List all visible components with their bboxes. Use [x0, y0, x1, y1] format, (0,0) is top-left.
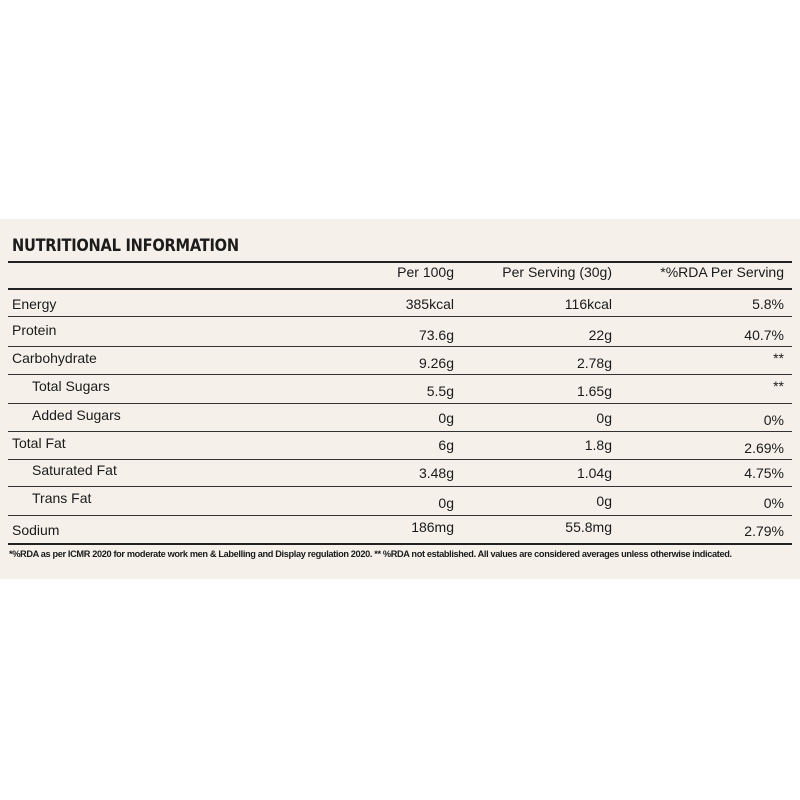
row-label: Total Fat	[12, 435, 66, 451]
row-label: Trans Fat	[32, 490, 92, 506]
row-rda: 40.7%	[744, 327, 784, 343]
row-divider	[8, 486, 792, 487]
row-per-100g: 186mg	[411, 519, 454, 535]
row-label: Sodium	[12, 522, 60, 538]
row-divider	[8, 346, 792, 347]
header-per-serving: Per Serving (30g)	[502, 264, 612, 280]
row-label: Carbohydrate	[12, 350, 97, 366]
row-label: Energy	[12, 296, 57, 312]
header-divider	[8, 288, 792, 290]
row-per-serving: 0g	[596, 410, 612, 426]
row-divider	[8, 403, 792, 404]
row-label: Added Sugars	[32, 407, 121, 423]
row-per-100g: 5.5g	[426, 383, 454, 399]
row-label: Protein	[12, 322, 57, 338]
row-rda: 5.8%	[752, 296, 784, 312]
row-per-100g: 73.6g	[418, 327, 454, 343]
row-per-100g: 0g	[438, 410, 454, 426]
row-rda: **	[773, 378, 784, 394]
row-per-100g: 0g	[438, 495, 454, 511]
row-per-100g: 9.26g	[418, 355, 454, 371]
header-per-100g: Per 100g	[397, 264, 454, 280]
row-rda: 0%	[763, 495, 784, 511]
row-per-serving: 1.65g	[576, 383, 612, 399]
row-rda: 2.69%	[744, 440, 784, 456]
row-per-serving: 1.04g	[576, 465, 612, 481]
row-per-serving: 1.8g	[584, 437, 612, 453]
row-divider	[8, 316, 792, 317]
row-per-100g: 6g	[438, 437, 454, 453]
row-per-serving: 55.8mg	[565, 519, 612, 535]
nutrition-panel	[0, 219, 800, 579]
header-rda: *%RDA Per Serving	[660, 264, 784, 280]
row-rda: **	[773, 350, 784, 366]
row-per-serving: 22g	[588, 327, 612, 343]
row-label: Total Sugars	[32, 378, 110, 394]
row-divider	[8, 515, 792, 516]
row-label: Saturated Fat	[32, 462, 117, 478]
row-rda: 4.75%	[744, 465, 784, 481]
page-title: NUTRITIONAL INFORMATION	[12, 236, 239, 256]
footnote: *%RDA as per ICMR 2020 for moderate work men & Labelling and Display regulation 2020. ** %RDA not established. All values are considered averages unless otherwise indicated.	[9, 549, 732, 559]
row-per-100g: 3.48g	[418, 465, 454, 481]
row-divider	[8, 459, 792, 460]
row-divider	[8, 374, 792, 375]
title-divider	[8, 261, 792, 263]
row-per-serving: 0g	[596, 493, 612, 509]
row-per-serving: 2.78g	[576, 355, 612, 371]
row-rda: 0%	[763, 412, 784, 428]
row-per-100g: 385kcal	[405, 296, 454, 312]
table-bottom-divider	[8, 543, 792, 545]
row-divider	[8, 431, 792, 432]
row-per-serving: 116kcal	[564, 296, 612, 312]
row-rda: 2.79%	[744, 523, 784, 539]
